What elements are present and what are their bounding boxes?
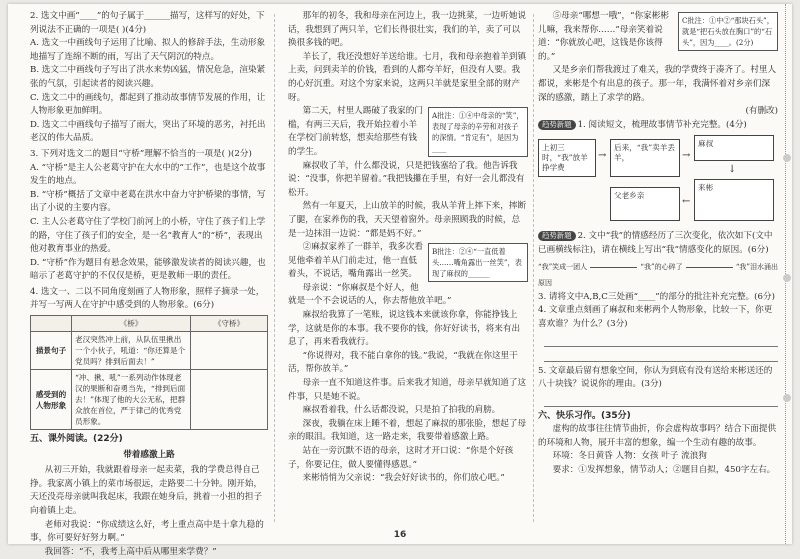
- section-6-heading: 六、快乐习作。(35分): [538, 410, 631, 421]
- story-paragraph: 母亲一直不知道这件事。后来我才知道，母亲早就知道了这件事，只是她不说。: [288, 378, 527, 402]
- column-middle: [288, 10, 528, 530]
- story-paragraph: ②麻叔家养了一群羊，我多次看见他牵着羊从门前走过，他一直低着头，不说话，嘴角露出一丝笑。: [288, 242, 423, 280]
- question-2: [30, 10, 268, 146]
- column-right: [538, 10, 778, 530]
- flow-box-3[interactable]: 麻叔: [694, 135, 774, 161]
- question-4: [30, 286, 268, 430]
- story-paragraph: 从初三开始，我就跟着母亲一起卖菜，我的学费总得自己挣。我家离小镇上的菜市场很远，走路要二十分钟。刚开始，天还没亮母亲就叫我起床，我跟在她身后，挑着一小担的担子向着镇上走。: [30, 465, 263, 517]
- emotion-scale: [538, 261, 778, 275]
- story-title: 带着感激上路: [123, 449, 175, 460]
- question-3: [30, 148, 268, 284]
- column-divider-left: [274, 14, 275, 522]
- page-number: 16: [393, 530, 407, 540]
- arrow-down-icon: ↓: [728, 164, 737, 176]
- column-divider-right: [533, 14, 534, 522]
- annotation-b: B批注：②④“一直低着头……嘴角露出一丝笑”，表现了麻叔的______: [428, 243, 528, 282]
- story-paragraph: “你说得对，我不能白拿你的钱。”我说，“我就在你这里干活，帮你放羊。”: [288, 350, 518, 375]
- binding-hole: [783, 394, 791, 402]
- trend-tag: 趋势新题: [538, 231, 576, 241]
- worksheet-page: [8, 4, 792, 557]
- table-row: [31, 332, 268, 370]
- scale-label: “我”的心碎了: [640, 262, 683, 271]
- story-paragraph: 麻叔收了羊，什么都没说，只是把钱塞给了我。他告诉我说：“没事，你把羊留着。”我把钱攥在手里，有好一会儿都没有松开。: [288, 160, 525, 198]
- q3-option-d: D. “守桥”作为题目有悬念效果，能够激发读者的阅读兴趣，也暗示了老葛守护的不仅仅是桥，更是教师一职的责任。: [30, 257, 266, 282]
- row-head: 描景句子: [31, 332, 72, 370]
- binding-hole: [783, 274, 791, 282]
- story-paragraph: 那年的初冬，我和母亲在河边上，我一边挑菜，一边听她说话，我想到了两只羊，它们长得很壮实，我们的羊，卖了可以换很多钱的吧。: [288, 11, 527, 49]
- story-paragraph: 羊长了，我还没想好羊送给谁。七月，我和母亲抱着羊到镇上卖，问到卖羊的价钱，看到的人都夸羊好，但没有人要。我的心好沉重。对这个穷家来说，这两只羊就是家里全部的财产呀。: [288, 51, 527, 103]
- scale-line: [686, 267, 733, 268]
- story-paragraph: 站在一旁沉默不语的母亲，这时才开口说：“你是个好孩子，你要记住，做人要懂得感恩。”: [288, 446, 514, 470]
- q2-option-c: C. 选文二中的画线句，都起到了推动故事情节发展的作用，让人物形象更加鲜明。: [30, 92, 266, 117]
- arrow-right-icon: →: [598, 150, 607, 162]
- answer-line[interactable]: [544, 347, 778, 362]
- binding-hole: [783, 154, 791, 162]
- story-paragraph: 深夜，我躺在床上睡不着，想起了麻叔的那张脸，想起了母亲的眼泪。我知道，这一路走来，我要带着感激上路。: [288, 418, 527, 443]
- section-5-heading: 五、课外阅读。(22分): [30, 434, 123, 445]
- table-header-row: [31, 316, 268, 332]
- table-header-cell: 《守桥》: [191, 316, 268, 332]
- answer-cell[interactable]: [191, 370, 268, 430]
- scale-reason-label: 原因: [538, 279, 552, 288]
- scale-label: “我”泪水涌出: [735, 262, 779, 271]
- story-paragraph: 又是乡亲们帮我渡过了难关，我的学费终于凑齐了。村里人都说，来彬是个有出息的孩子。那一年，我满怀着对乡亲们深深的感激，踏上了求学的路。: [538, 65, 777, 103]
- q3-option-c: C. 主人公老葛守住了学校门前河上的小桥，守住了孩子们上学的路，守住了孩子们的安全，是一名“教育人”的“桥”，表现出他对教育事业的热爱。: [30, 216, 266, 255]
- plot-flowchart: [538, 135, 778, 227]
- flow-box-start: 上初三时，“我”放羊挣学费: [538, 139, 596, 177]
- q3-stem: 3. 请将文中A,B,C三处画“____”的部分的批注补充完整。(6分): [538, 291, 775, 302]
- answer-line[interactable]: [544, 392, 778, 407]
- story-paragraph: 母亲说：“你麻叔是个好人，他就是一个不会说话的人，你去帮他放羊吧。”: [288, 282, 452, 307]
- q2-stem: 趋势新题 2. 文中“我”的情感经历了三次变化，依次如下(文中已画横线标注)，请在横线上写出“我”情感变化的原因。(6分): [538, 231, 773, 255]
- story-paragraph: 然有一年夏天，上山放羊的时候，我从羊背上摔下来，摔断了腿，在家养伤的我，天天望着窗外。母亲照顾我的时候，总是一边抹泪一边说：“都是妈不好。”: [288, 201, 527, 239]
- q3-option-a: A. “守桥”是主人公老葛守护在大水中的“工作”，也是这个故事发生的地点。: [30, 162, 266, 187]
- answer-cell[interactable]: [191, 332, 268, 370]
- story-paragraph: 第二天，村里人踢破了我家的门槛，有两三天后，我开始拉着小羊在学校门前转悠，想卖给那些有钱的学生。: [288, 106, 423, 157]
- story-paragraph: 我回答：“不，我考上高中后从哪里来学费？”: [44, 546, 217, 557]
- q1-stem: 趋势新题 1. 阅读短文，梳理故事情节补充完整。(4分): [538, 119, 778, 133]
- story-paragraph: 麻叔看着我，什么话都没说，只是拍了拍我的肩膀。: [302, 405, 501, 416]
- table-cell: “冲、揪、吼”一系列动作体现老汉的果断和奋勇当先，“排到后面去！”体现了他的大公无私，把群众放在首位，严于律己的优秀党员形象。: [72, 370, 191, 430]
- scale-line: [590, 267, 637, 268]
- essay-requirements: 要求：①发挥想象，情节动人；②题目自拟，450字左右。: [552, 465, 776, 476]
- q4-stem: 4. 文章重点刻画了麻叔和来彬两个人物形象，比较一下，你更喜欢谁？为什么？(3分): [538, 305, 773, 329]
- arrow-right-icon: →: [682, 150, 691, 162]
- story-paragraph: 来彬悄悄为父亲说：“我会好好读书的，你们放心吧。”: [302, 473, 505, 484]
- q3-option-b: B. “守桥”概括了文章中老葛在洪水中奋力守护桥梁的事情，写出了小说的主要内容。: [30, 189, 266, 214]
- q4-stem: 4. 选文一、二以不同角度刻画了人物形象，照样子摘录一处，并写一写两人在守护中感受到的人物形象。(6分): [30, 286, 265, 311]
- q2-option-d: D. 选文二中画线句子描写了雨大，突出了环境的恶劣，衬托出老汉的伟大品质。: [30, 119, 266, 144]
- flow-box-5[interactable]: 来彬: [694, 179, 774, 221]
- story-paragraph: 麻叔给我算了一笔账，说这钱本来就该你拿，你能挣钱上学，这就是你的本事。我不要你的钱，你好好读书，将来有出息了，再来看我就行。: [288, 310, 521, 348]
- row-head: 感受到的人物形象: [31, 370, 72, 430]
- table-cell: 老汉突然冲上前，从队伍里揪出一个小伙子，吼道：“你还算是个党员吗？排到后面去！”: [72, 332, 191, 370]
- scale-label: “我”笑成一团人: [538, 262, 588, 271]
- arrow-left-icon: ←: [682, 196, 691, 208]
- q3-stem: 3. 下列对选文二的题目“守桥”理解不恰当的一项是( )(2分): [30, 148, 252, 159]
- essay-setting: 环境：冬日黄昏 人物：女孩 叶子 流浪狗: [552, 451, 707, 462]
- flow-box-4[interactable]: 父老乡亲: [610, 187, 680, 221]
- essay-prompt: 虚构的故事往往情节曲折，你会虚构故事吗？结合下面提供的环境和人物，展开丰富的想象，编一个生动有趣的故事。: [538, 424, 777, 448]
- annotation-c: C批注：①中②“那块石头”，就是“把石头放在胸口”的“石头”，因为____。(2分): [678, 12, 778, 51]
- story-paragraph: ⑤母亲“哪想一哦”，“你家彬彬儿嘛，我来帮你……”母亲笑着说道：“你就放心吧，这钱是你该得的。”: [538, 11, 669, 62]
- q2-stem: 2. 选文中画“____”的句子属于______描写，这样写的好处，下列说法不正确的一项是( )(4分): [30, 11, 265, 35]
- comparison-table: [30, 315, 268, 430]
- table-header-cell: [31, 316, 72, 332]
- q5-stem: 5. 文章最后留有想象空间，你认为到底有没有送给来彬送还的八十块钱？说说你的理由。(3分): [538, 365, 773, 390]
- q2-option-a: A. 选文一中画线句子运用了比喻、拟人的修辞手法，生动形象地描写了连绵不断的雨，写出了天气阴沉的特点。: [30, 38, 266, 62]
- flow-box-2: 后来，“我”卖羊丢羊，: [610, 139, 680, 177]
- story-paragraph: 老师对我说：“你成绩这么好，考上重点高中是十拿九稳的事，你可要好好努力啊。”: [30, 519, 264, 544]
- column-left: [30, 10, 268, 557]
- table-header-cell: 《桥》: [72, 316, 191, 332]
- trend-tag: 趋势新题: [538, 120, 576, 130]
- source-note: (有删改): [745, 106, 778, 117]
- answer-line[interactable]: [544, 332, 778, 347]
- annotation-a: A批注：①④中母亲的“笑”，表现了母亲的辛劳和对孩子的深情。“肯定有”，是因为____: [428, 107, 528, 157]
- q2-option-b: B. 选文二中画线句子写出了洪水来势凶猛，情况危急，渲染紧张的气氛，引起读者的阅读兴趣。: [30, 65, 266, 89]
- table-row: [31, 370, 268, 430]
